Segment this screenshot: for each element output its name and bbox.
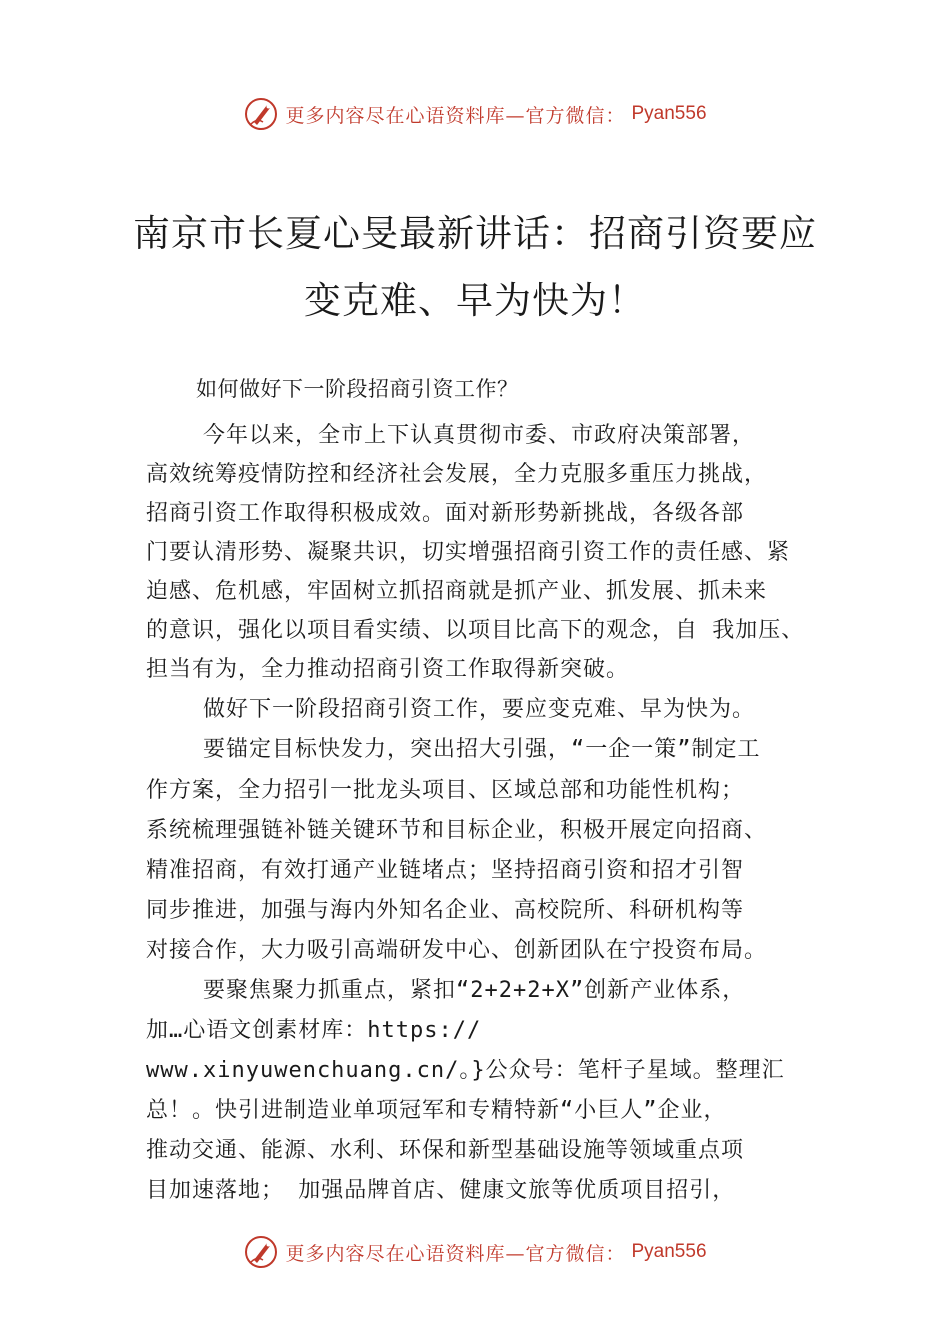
body-line: 要聚焦聚力抓重点，紧扣“2+2+2+X”创新产业体系， — [146, 978, 746, 1003]
body-line: 对接合作，大力吸引高端研发中心、创新团队在宁投资布局。 — [146, 938, 768, 963]
document-title-line-2: 变克难、早为快为！ — [304, 279, 646, 322]
body-line: 系统梳理强链补链关键环节和目标企业，积极开展定向招商、 — [146, 818, 768, 843]
body-line: 今年以来，全市上下认真贯彻市委、市政府决策部署， — [146, 423, 755, 448]
footer-watermark — [0, 1232, 950, 1272]
pen-nib-logo-icon — [243, 96, 279, 132]
document-title-line-1: 南京市长夏心旻最新讲话：招商引资要应 — [133, 212, 817, 255]
body-line: 总！。快引进制造业单项冠军和专精特新“小巨人”企业， — [146, 1098, 727, 1123]
subheading: 如何做好下一阶段招商引资工作？ — [196, 377, 519, 401]
body-line: 高效统筹疫情防控和经济社会发展，全力克服多重压力挑战， — [146, 462, 768, 487]
body-line: 同步推进，加强与海内外知名企业、高校院所、科研机构等 — [146, 898, 745, 923]
body-line: www.xinyuwenchuang.cn/。}公众号：笔杆子星域。整理汇 — [146, 1058, 785, 1083]
body-line: 迫感、危机感，牢固树立抓招商就是抓产业、抓发展、抓未来 — [146, 579, 768, 604]
pen-nib-logo-icon — [243, 1234, 279, 1270]
body-line: 的意识，强化以项目看实绩、以项目比高下的观念，自 我加压、 — [146, 618, 805, 643]
body-line: 精准招商，有效打通产业链堵点；坚持招商引资和招才引智 — [146, 858, 745, 883]
body-line: 目加速落地； 加强品牌首店、健康文旅等优质项目招引， — [146, 1178, 736, 1203]
header-watermark — [0, 94, 950, 134]
body-line: 做好下一阶段招商引资工作，要应变克难、早为快为。 — [146, 697, 755, 722]
body-line: 作方案，全力招引一批龙头项目、区域总部和功能性机构； — [146, 778, 745, 803]
body-line: 门要认清形势、凝聚共识，切实增强招商引资工作的责任感、紧 — [146, 540, 791, 565]
watermark-text: 更多内容尽在心语资料库—官方微信： — [285, 104, 626, 127]
body-line: 加…心语文创素材库：https:// — [146, 1018, 482, 1043]
watermark-text: 更多内容尽在心语资料库—官方微信： — [285, 1242, 626, 1265]
body-line: 招商引资工作取得积极成效。面对新形势新挑战，各级各部 — [146, 501, 745, 526]
watermark-wechat-id: Pyan556 — [631, 103, 707, 124]
watermark-wechat-id: Pyan556 — [631, 1241, 707, 1262]
body-line: 担当有为，全力推动招商引资工作取得新突破。 — [146, 657, 630, 682]
body-line: 推动交通、能源、水利、环保和新型基础设施等领域重点项 — [146, 1138, 745, 1163]
body-line: 要锚定目标快发力，突出招大引强，“一企一策”制定工 — [146, 737, 761, 762]
